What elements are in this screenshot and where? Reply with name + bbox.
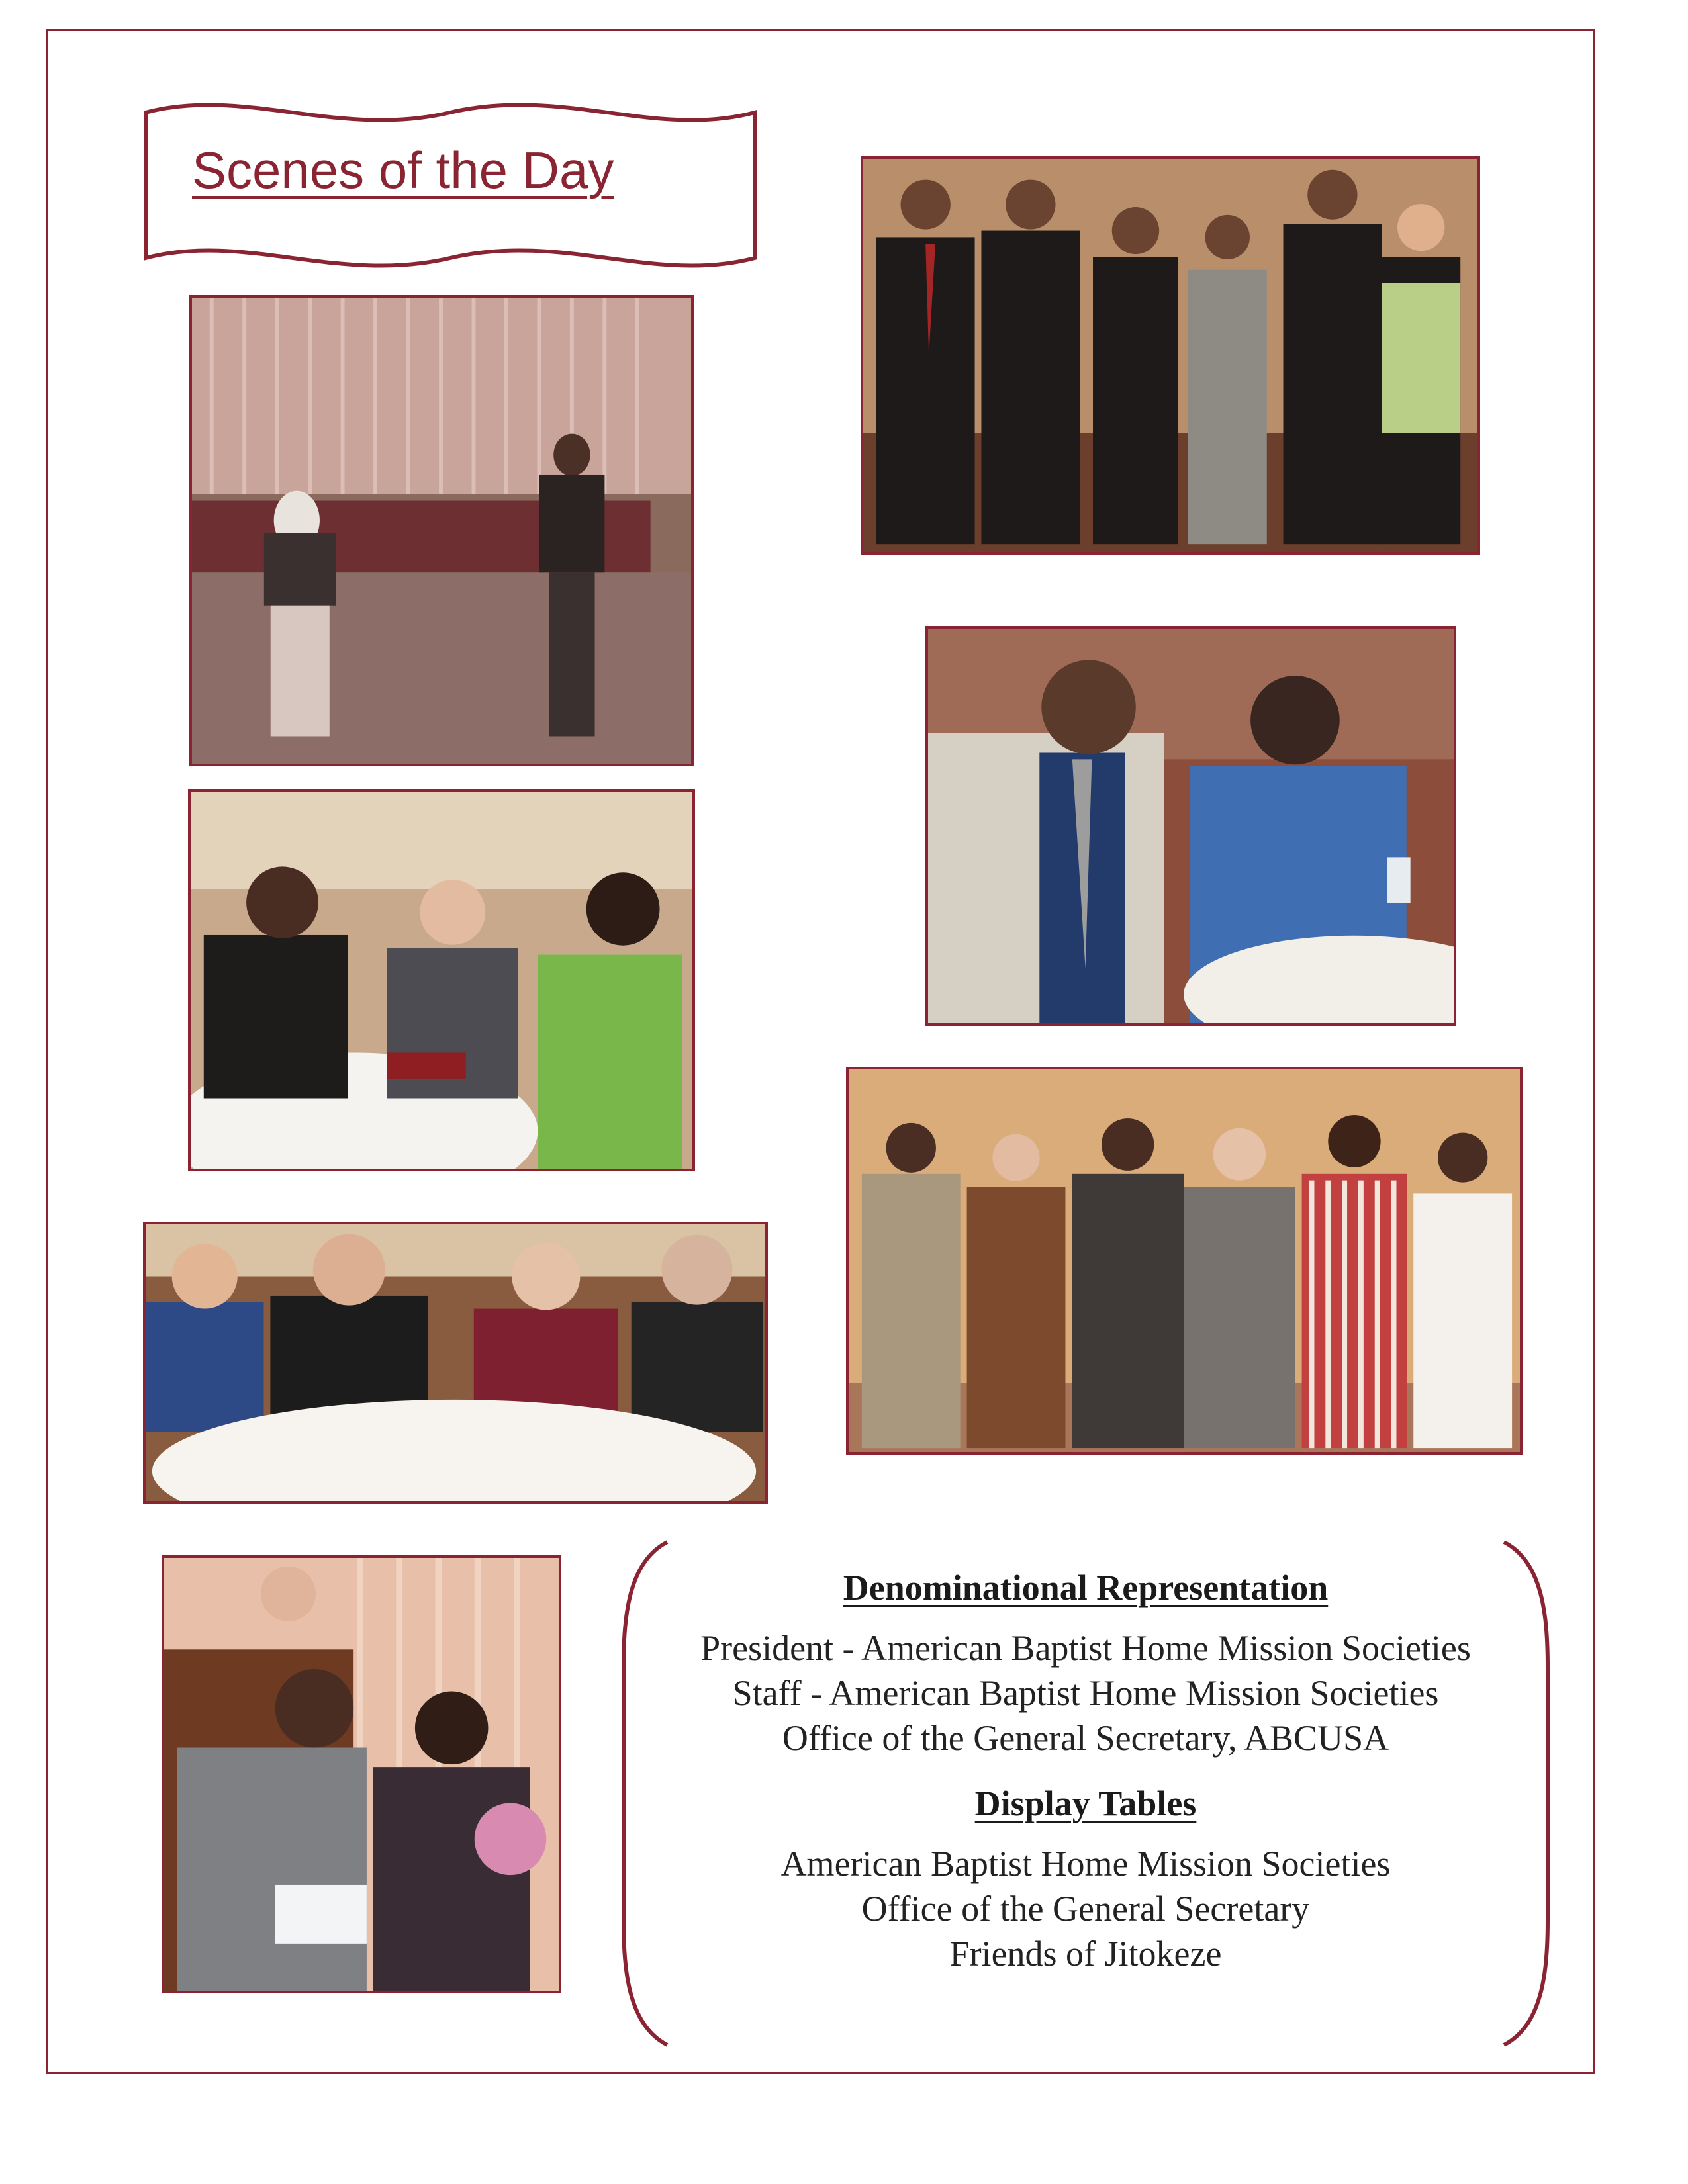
page-title: Scenes of the Day	[192, 141, 614, 199]
display-tables-heading: Display Tables	[974, 1784, 1197, 1823]
denominational-line: Office of the General Secretary, ABCUSA	[782, 1718, 1389, 1758]
photo-award-group	[861, 156, 1480, 555]
photo-three-seated	[188, 789, 695, 1171]
photo-couple-table	[925, 626, 1456, 1026]
photo-dancers	[189, 295, 694, 766]
denominational-line: Staff - American Baptist Home Mission Societies	[732, 1673, 1439, 1713]
display-tables-line: Friends of Jitokeze	[949, 1934, 1222, 1974]
denominational-list	[655, 1625, 1516, 1760]
photo-podium-pair	[162, 1555, 561, 1993]
info-block	[655, 1567, 1516, 1976]
denominational-line: President - American Baptist Home Mission Societies	[700, 1628, 1471, 1668]
denominational-heading: Denominational Representation	[843, 1568, 1329, 1608]
display-tables-list	[655, 1841, 1516, 1976]
display-tables-line: Office of the General Secretary	[861, 1889, 1310, 1929]
display-tables-line: American Baptist Home Mission Societies	[780, 1844, 1391, 1884]
photo-four-round-table	[143, 1222, 768, 1504]
photo-award-group-second	[846, 1067, 1523, 1455]
